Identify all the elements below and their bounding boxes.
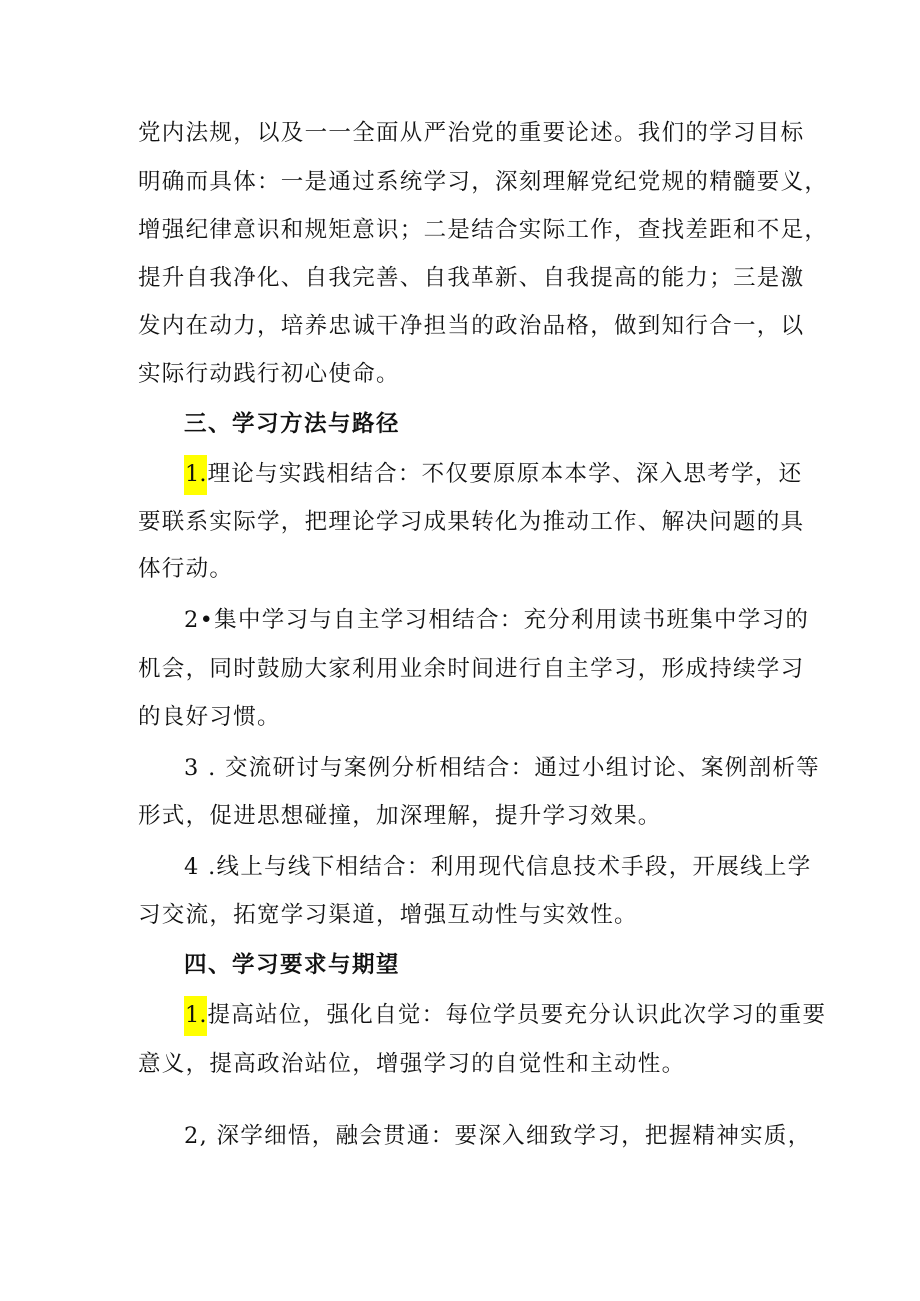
paragraph-line: 习交流，拓宽学习渠道，增强互动性与实效性。 [138, 902, 638, 928]
paragraph-line: 意义，提高政治站位，增强学习的自觉性和主动性。 [138, 1051, 686, 1077]
paragraph-line: 增强纪律意识和规矩意识；二是结合实际工作，查找差距和不足， [138, 217, 829, 243]
list-item-line [184, 459, 844, 489]
paragraph-line: 发内在动力，培养忠诚干净担当的政治品格，做到知行合一，以 [138, 313, 805, 339]
list-item-line: 3 . 交流研讨与案例分析相结合：通过小组讨论、案例剖析等 [184, 755, 820, 781]
paragraph-line: 形式，促进思想碰撞，加深理解，提升学习效果。 [138, 803, 662, 829]
paragraph-line: 机会，同时鼓励大家利用业余时间进行自主学习，形成持续学习 [138, 656, 805, 682]
section-heading: 四、学习要求与期望 [184, 952, 401, 978]
section-heading: 三、学习方法与路径 [184, 411, 401, 437]
list-item-line [184, 1000, 844, 1030]
list-item-line: 2•集中学习与自主学习相结合：充分利用读书班集中学习的 [184, 607, 810, 633]
list-item-text: 提高站位，强化自觉：每位学员要充分认识此次学习的重要 [207, 1002, 827, 1028]
list-item-text: 理论与实践相结合：不仅要原原本本学、深入思考学，还 [207, 461, 803, 487]
paragraph-line: 党内法规，以及一一全面从严治党的重要论述。我们的学习目标 [138, 120, 805, 146]
paragraph-line: 实际行动践行初心使命。 [138, 361, 400, 387]
highlighted-number: 1. [184, 996, 207, 1036]
list-item-line: 4 .线上与线下相结合：利用现代信息技术手段，开展线上学 [184, 854, 812, 880]
paragraph-line: 提升自我净化、自我完善、自我革新、自我提高的能力；三是激 [138, 265, 805, 291]
highlighted-number: 1. [184, 455, 207, 495]
paragraph-line: 要联系实际学，把理论学习成果转化为推动工作、解决问题的具 [138, 509, 805, 535]
paragraph-line: 的良好习惯。 [138, 704, 281, 730]
list-item-line: 2, 深学细悟，融会贯通：要深入细致学习，把握精神实质， [184, 1123, 812, 1149]
paragraph-line: 明确而具体：一是通过系统学习，深刻理解党纪党规的精髓要义， [138, 169, 829, 195]
paragraph-line: 体行动。 [138, 556, 234, 582]
